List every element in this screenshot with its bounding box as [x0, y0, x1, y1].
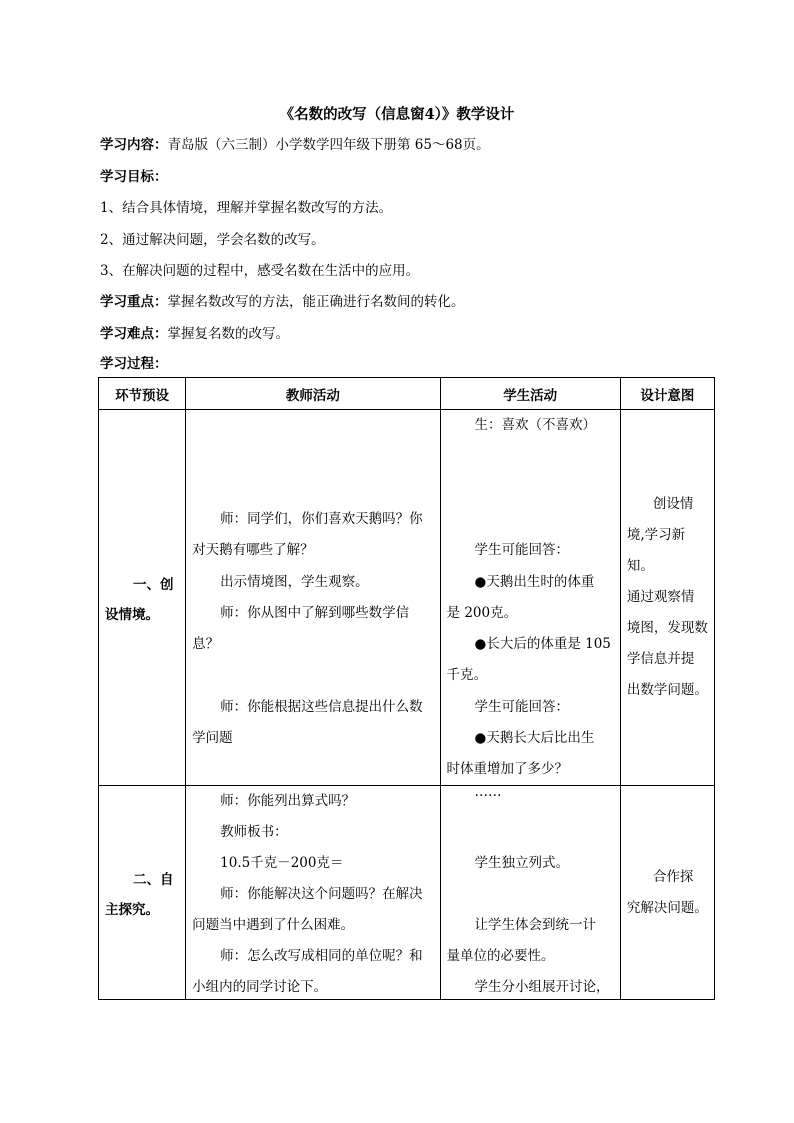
- table-row: [99, 410, 715, 786]
- student-activity-cell: [440, 410, 620, 800]
- student-activity-cell: [440, 786, 620, 1000]
- student-line: ……: [474, 784, 502, 800]
- learning-content-label: 学习内容：: [100, 137, 168, 153]
- teacher-line: 师：你能列出算式吗？: [220, 793, 356, 809]
- student-line: ●天鹅出生时的体重: [474, 574, 595, 590]
- teacher-line: 学问题: [192, 730, 233, 746]
- purpose-line: 合作探: [652, 868, 694, 885]
- learning-process-heading: [100, 352, 720, 372]
- teacher-line: 问题当中遇到了什么困难。: [192, 917, 355, 933]
- student-line: 生：喜欢（不喜欢）: [474, 417, 597, 433]
- student-line: 千克。: [446, 667, 488, 683]
- stage-line: 一、创: [133, 576, 174, 593]
- learning-goals-heading: [100, 165, 720, 185]
- key-point: [100, 290, 720, 310]
- goal-item: 2、通过解决问题，学会名数的改写。: [100, 232, 325, 248]
- student-line: 学生可能回答：: [474, 699, 570, 715]
- student-line: 是 200克。: [446, 605, 518, 621]
- student-line: ●天鹅长大后比出生: [474, 730, 595, 746]
- student-line: 时体重增加了多少？: [446, 761, 569, 777]
- teacher-line: 出示情境图，学生观察。: [220, 574, 369, 590]
- purpose-line: 究解决问题。: [626, 899, 708, 916]
- teacher-line: 对天鹅有哪些了解？: [192, 542, 314, 558]
- header-purpose: 设计意图: [620, 378, 714, 410]
- student-line: 学生可能回答：: [474, 542, 570, 558]
- learning-process-label: 学习过程：: [100, 356, 168, 372]
- key-point-text: 掌握名数改写的方法，能正确进行名数间的转化。: [167, 294, 465, 310]
- student-line: 学生分小组展开讨论，: [474, 979, 610, 995]
- purpose-line: 学信息并提: [626, 651, 695, 667]
- purpose-line: 创设情: [652, 496, 694, 512]
- lesson-plan-table: [98, 377, 715, 1000]
- teacher-line: 师：怎么改写成相同的单位呢？和: [220, 948, 423, 964]
- student-line: ●长大后的体重是 105: [474, 636, 611, 652]
- design-intent-cell: [620, 410, 714, 786]
- stage-cell: [99, 410, 186, 786]
- document-title: 《名数的改写（信息窗4）》教学设计: [279, 106, 515, 123]
- stage-line: 设情境。: [105, 606, 159, 623]
- key-point-label: 学习重点：: [100, 294, 168, 310]
- table-header-row: [99, 378, 715, 410]
- teacher-line: 师：你从图中了解到哪些数学信息？: [192, 605, 410, 652]
- teacher-line: 师：你能解决这个问题吗？在解决: [220, 886, 423, 902]
- purpose-line: 境图，发现数: [626, 620, 708, 636]
- goal-item: 3、在解决问题的过程中，感受名数在生活中的应用。: [100, 263, 420, 279]
- learning-content-text: 青岛版（六三制）小学数学四年级下册第 65～68页。: [167, 137, 490, 153]
- learning-goals-label: 学习目标：: [100, 169, 168, 185]
- stage-cell: [99, 786, 186, 1000]
- header-teacher: 教师活动: [186, 378, 440, 410]
- student-line: 让学生体会到统一计: [474, 917, 597, 933]
- header-student: 学生活动: [440, 378, 620, 410]
- teacher-activity-cell: [186, 410, 440, 786]
- stage-line: 二、自: [133, 871, 174, 888]
- purpose-line: 出数学问题。: [626, 682, 708, 698]
- difficulty-text: 掌握复名数的改写。: [167, 326, 289, 342]
- teacher-line: 教师板书：: [220, 824, 288, 840]
- purpose-line: 通过观察情: [626, 589, 695, 605]
- teacher-line: 10.5千克－200克＝: [220, 855, 344, 871]
- purpose-line: 境,学习新知。: [626, 527, 686, 574]
- difficulty-label: 学习难点：: [100, 326, 168, 342]
- student-line: 量单位的必要性。: [446, 948, 555, 964]
- teacher-line: 师：你能根据这些信息提出什么数: [220, 699, 423, 715]
- header-stage: 环节预设: [99, 378, 186, 410]
- teacher-line: 师：同学们，你们喜欢天鹅吗？你: [220, 511, 423, 527]
- difficulty: [100, 322, 720, 342]
- goal-item: 1、结合具体情境，理解并掌握名数改写的方法。: [100, 200, 393, 216]
- stage-line: 主探究。: [105, 901, 159, 918]
- learning-content: [100, 133, 720, 153]
- table-row: [99, 786, 715, 1000]
- teacher-line: 小组内的同学讨论下。: [192, 979, 328, 995]
- design-intent-cell: [620, 786, 714, 1000]
- teacher-activity-cell: [186, 786, 440, 1000]
- student-line: 学生独立列式。: [474, 855, 570, 871]
